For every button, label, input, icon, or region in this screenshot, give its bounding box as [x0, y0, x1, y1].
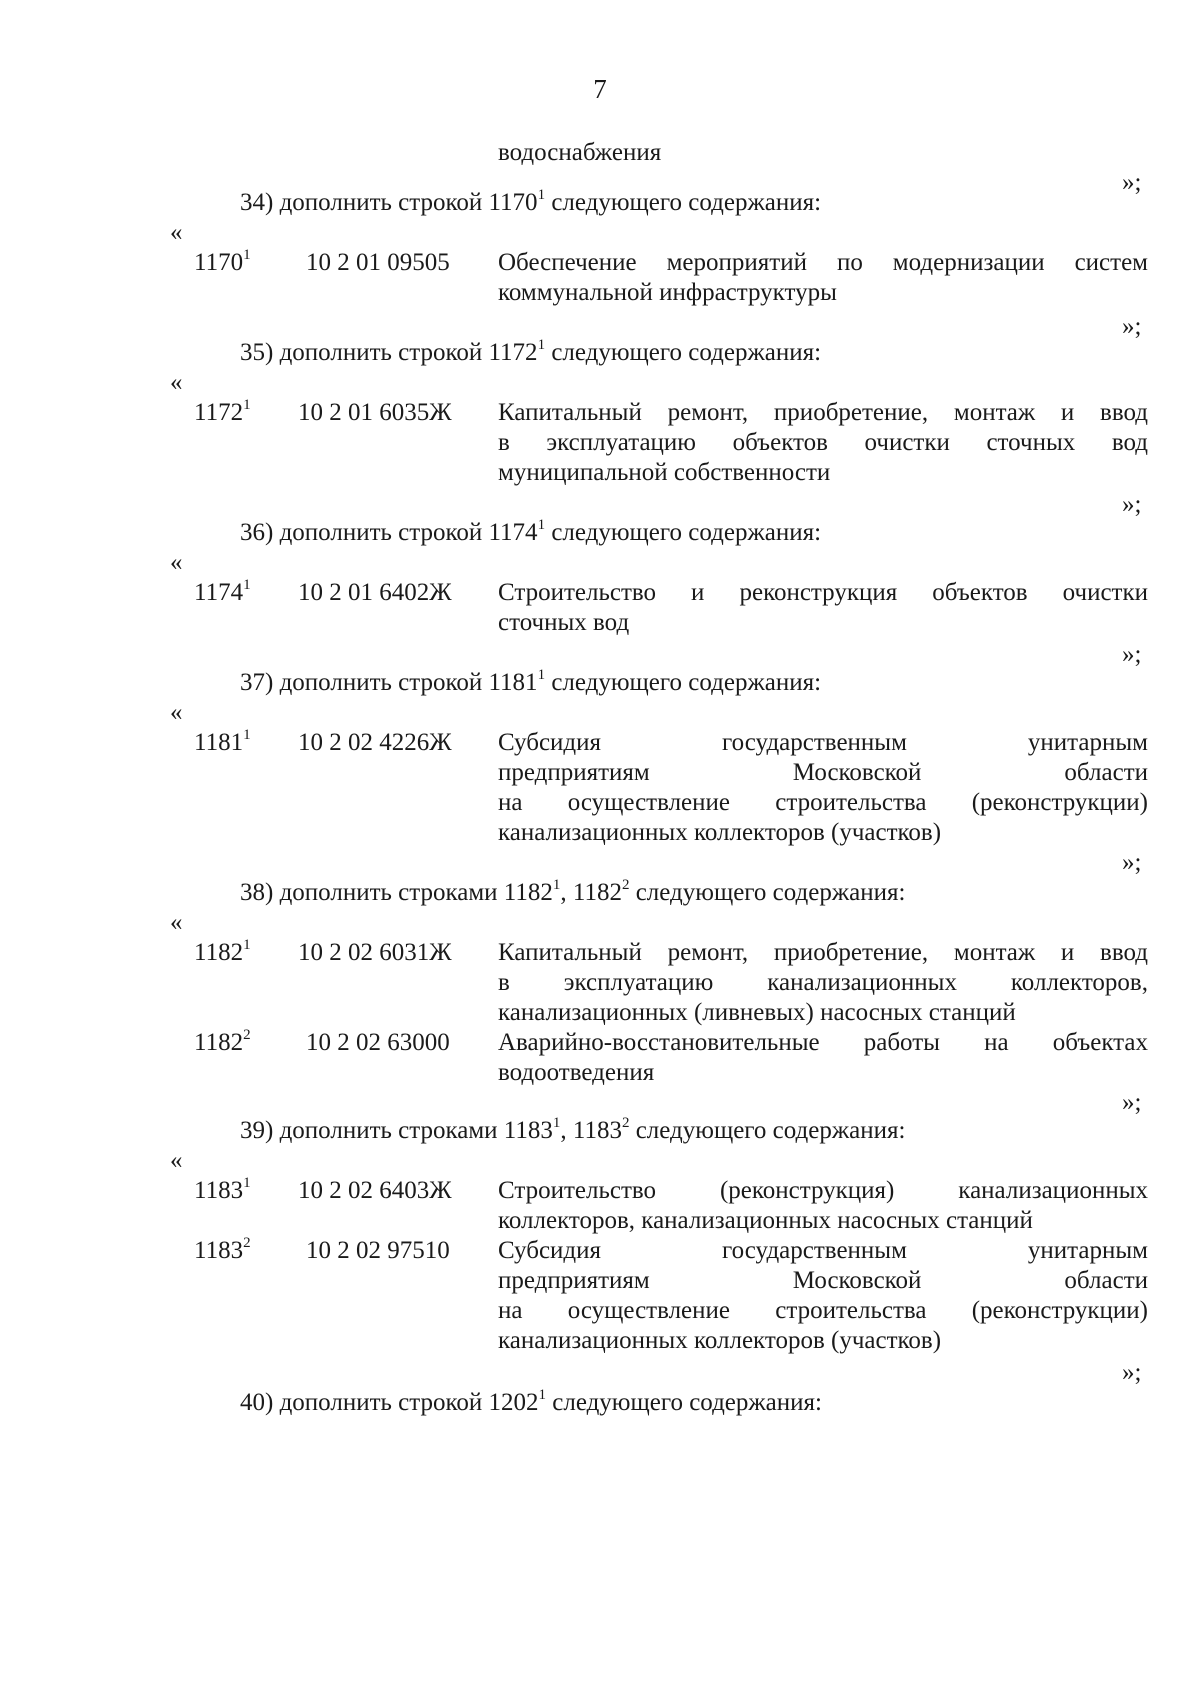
budget-code	[298, 728, 468, 758]
instruction-line	[240, 518, 821, 548]
instruction-text: следующего содержания:	[545, 189, 822, 216]
row-number-text: 1182	[194, 1029, 244, 1056]
superscript: 1	[243, 576, 251, 593]
opening-quote	[170, 1146, 183, 1176]
closing-quote-text: »;	[1122, 169, 1142, 196]
row-description	[498, 248, 1148, 308]
budget-code	[306, 1236, 476, 1266]
row-number	[194, 938, 251, 968]
row-description	[498, 938, 1148, 1028]
row-number-text: 1172	[194, 399, 244, 426]
instruction-text: следующего содержания:	[545, 519, 822, 546]
budget-code	[298, 398, 468, 428]
instruction-text: 36) дополнить строкой 1174	[240, 519, 538, 546]
instruction-text: 38) дополнить строками 1182	[240, 879, 553, 906]
row-number	[194, 1028, 251, 1058]
description-line: предприятиям Московской области	[498, 759, 1148, 786]
closing-quote	[1122, 1358, 1141, 1388]
row-number	[194, 1236, 251, 1266]
opening-quote	[170, 908, 183, 938]
description-line: канализационных коллекторов (участков)	[498, 819, 942, 846]
row-description	[498, 1176, 1148, 1236]
description-line: Субсидия государственным унитарным	[498, 1237, 1148, 1264]
superscript: 1	[537, 336, 546, 353]
row-number-text: 1170	[194, 249, 244, 276]
closing-quote	[1122, 168, 1141, 198]
row-description	[498, 398, 1148, 488]
description-line: Капитальный ремонт, приобретение, монтаж и ввод	[498, 399, 1148, 426]
closing-quote-text: »;	[1122, 1089, 1142, 1116]
description-line: Субсидия государственным унитарным	[498, 729, 1148, 756]
row-number	[194, 578, 251, 608]
instruction-text: следующего содержания:	[629, 1117, 906, 1144]
description-line: в эксплуатацию канализационных коллекторов,	[498, 969, 1148, 996]
closing-quote-text: »;	[1122, 849, 1142, 876]
description-line: в эксплуатацию объектов очистки сточных вод	[498, 429, 1148, 456]
superscript: 1	[537, 666, 546, 683]
closing-quote-text: »;	[1122, 1359, 1142, 1386]
row-number-text: 1183	[194, 1177, 244, 1204]
closing-quote	[1122, 1088, 1141, 1118]
description-line: коллекторов, канализационных насосных станций	[498, 1207, 1033, 1234]
row-number-text: 1183	[194, 1237, 244, 1264]
instruction-text: 40) дополнить строкой 1202	[240, 1389, 539, 1416]
budget-code	[298, 578, 468, 608]
closing-quote	[1122, 312, 1141, 342]
superscript: 1	[243, 1174, 251, 1191]
instruction-text: 39) дополнить строками 1183	[240, 1117, 553, 1144]
superscript: 1	[552, 1114, 561, 1131]
description-line: сточных вод	[498, 609, 630, 636]
row-number	[194, 728, 251, 758]
instruction-text: следующего содержания:	[545, 669, 822, 696]
instruction-line	[240, 338, 821, 368]
instruction-text: следующего содержания:	[546, 1389, 822, 1416]
description-line: Аварийно-восстановительные работы на объектах	[498, 1029, 1148, 1056]
budget-code-text: 10 2 02 6403Ж	[298, 1177, 452, 1204]
budget-code	[298, 1176, 468, 1206]
instruction-text: , 1183	[560, 1117, 622, 1144]
description-line: Капитальный ремонт, приобретение, монтаж и ввод	[498, 939, 1148, 966]
closing-quote-text: »;	[1122, 641, 1142, 668]
superscript: 1	[537, 516, 546, 533]
budget-code-text: 10 2 01 09505	[306, 249, 450, 276]
opening-quote	[170, 218, 183, 248]
superscript: 1	[243, 246, 251, 263]
superscript: 1	[537, 186, 546, 203]
superscript: 1	[538, 1386, 546, 1403]
instruction-line	[240, 1388, 822, 1418]
row-description	[498, 728, 1148, 848]
description-line: водоотведения	[498, 1059, 655, 1086]
superscript: 2	[243, 1026, 251, 1043]
description-line: Строительство и реконструкция объектов очистки	[498, 579, 1148, 606]
instruction-text: следующего содержания:	[545, 339, 822, 366]
superscript: 1	[552, 876, 561, 893]
opening-quote-text: «	[170, 909, 183, 936]
row-number-text: 1182	[194, 939, 244, 966]
superscript: 2	[243, 1234, 251, 1251]
budget-code-text: 10 2 02 63000	[306, 1029, 450, 1056]
instruction-line	[240, 1116, 905, 1146]
opening-quote	[170, 698, 183, 728]
opening-quote	[170, 548, 183, 578]
superscript: 1	[243, 396, 251, 413]
instruction-text: 37) дополнить строкой 1181	[240, 669, 538, 696]
budget-code	[306, 248, 476, 278]
description-line: Строительство (реконструкция) канализационных	[498, 1177, 1148, 1204]
continuation-text: водоснабжения	[498, 139, 662, 166]
instruction-text: следующего содержания:	[629, 879, 906, 906]
row-description	[498, 1236, 1148, 1356]
superscript: 2	[621, 876, 630, 893]
opening-quote	[170, 368, 183, 398]
superscript: 2	[621, 1114, 630, 1131]
description-line: канализационных (ливневых) насосных станций	[498, 999, 1016, 1026]
instruction-line	[240, 668, 821, 698]
opening-quote-text: «	[170, 1147, 183, 1174]
budget-code-text: 10 2 01 6035Ж	[298, 399, 452, 426]
instruction-line	[240, 188, 821, 218]
superscript: 1	[243, 726, 251, 743]
description-line: канализационных коллекторов (участков)	[498, 1327, 942, 1354]
instruction-text: 35) дополнить строкой 1172	[240, 339, 538, 366]
description-line: коммунальной инфраструктуры	[498, 279, 837, 306]
page-number: 7	[593, 74, 607, 104]
description-line: на осуществление строительства (реконструкции)	[498, 789, 1148, 816]
description-line: Обеспечение мероприятий по модернизации систем	[498, 249, 1148, 276]
budget-code-text: 10 2 01 6402Ж	[298, 579, 452, 606]
budget-code-text: 10 2 02 6031Ж	[298, 939, 452, 966]
budget-code-text: 10 2 02 4226Ж	[298, 729, 452, 756]
row-number	[194, 248, 251, 278]
opening-quote-text: «	[170, 549, 183, 576]
row-description	[498, 1028, 1148, 1088]
row-number-text: 1181	[194, 729, 244, 756]
superscript: 1	[243, 936, 251, 953]
opening-quote-text: «	[170, 219, 183, 246]
row-description	[498, 578, 1148, 638]
instruction-text: 34) дополнить строкой 1170	[240, 189, 538, 216]
budget-code	[298, 938, 468, 968]
description-line: на осуществление строительства (реконструкции)	[498, 1297, 1148, 1324]
opening-quote-text: «	[170, 699, 183, 726]
row-number-text: 1174	[194, 579, 244, 606]
closing-quote	[1122, 490, 1141, 520]
budget-code-text: 10 2 02 97510	[306, 1237, 450, 1264]
budget-code	[306, 1028, 476, 1058]
row-number	[194, 1176, 251, 1206]
description-line: муниципальной собственности	[498, 459, 831, 486]
instruction-text: , 1182	[560, 879, 622, 906]
instruction-line	[240, 878, 905, 908]
closing-quote	[1122, 640, 1141, 670]
description-line: предприятиям Московской области	[498, 1267, 1148, 1294]
closing-quote-text: »;	[1122, 313, 1142, 340]
row-number	[194, 398, 251, 428]
closing-quote	[1122, 848, 1141, 878]
closing-quote-text: »;	[1122, 491, 1142, 518]
opening-quote-text: «	[170, 369, 183, 396]
